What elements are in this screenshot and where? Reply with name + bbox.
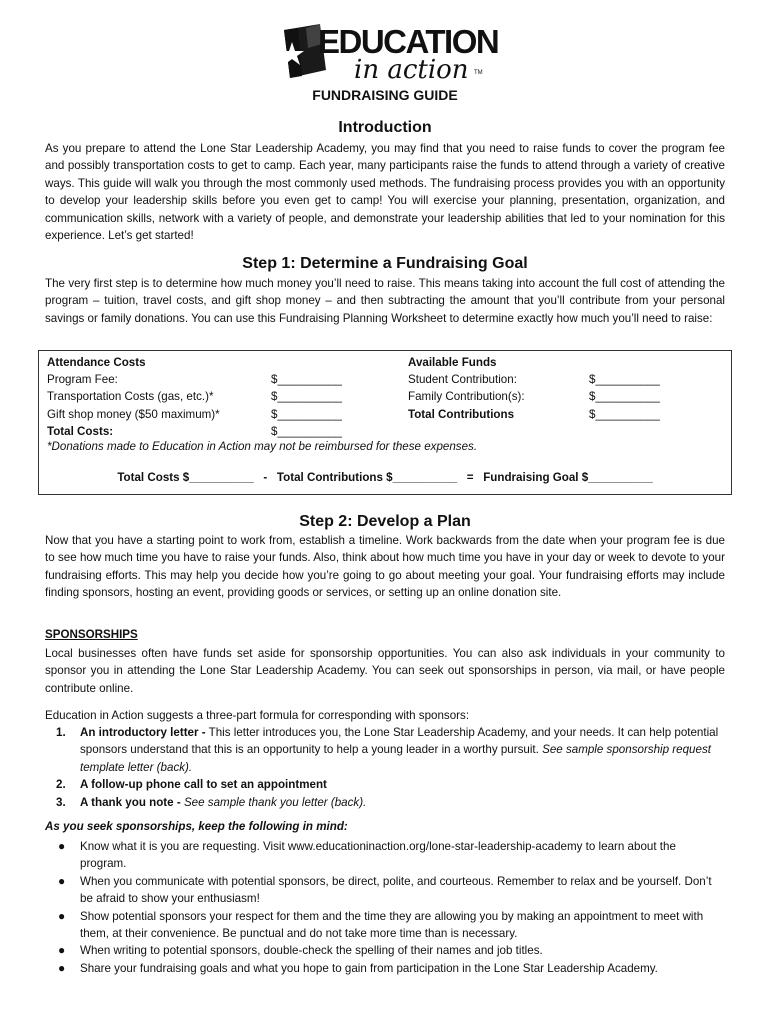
program-fee-label: Program Fee:	[47, 373, 118, 387]
tip-text: Know what it is you are requesting. Visit www.educationinaction.org/lone-star-leadership-academy to learn about the program.	[80, 840, 676, 871]
intro-paragraph: As you prepare to attend the Lone Star Leadership Academy, you may find that you need to raise funds to cover the program fee and possibly transportation costs to get to camp. Each year, many participants raise the funds to attend through a variety of creative ways. This guide will walk you through the most commonly used methods. The fundraising process provides you with an opportunity to develop your leadership skills before you even get to camp! You will exercise your planning, presentation, organization, and communication skills, network with a variety of people, and demonstrate your leadership abilities that led to your nomination for this experience. Let’s get started!	[45, 142, 725, 243]
fundraising-worksheet	[38, 350, 732, 495]
logo-wordmark: EDUCATION	[318, 23, 499, 60]
bullet-dot-icon: ●	[58, 908, 66, 923]
guide-title: FUNDRAISING GUIDE	[312, 87, 458, 103]
available-funds-labels	[408, 354, 525, 423]
list-number: 1.	[56, 726, 66, 739]
list-item-note: See sample thank you letter (back).	[183, 795, 367, 809]
family-contribution-blank[interactable]: $__________	[589, 390, 660, 404]
bullet-dot-icon: ●	[58, 960, 66, 975]
program-fee-blank[interactable]: $__________	[271, 373, 342, 387]
list-item	[45, 908, 725, 943]
family-contribution-label: Family Contribution(s):	[408, 390, 525, 404]
list-item-label: An introductory letter -	[80, 726, 206, 739]
gift-shop-blank[interactable]: $__________	[271, 407, 342, 421]
list-item-label: A follow-up phone call to set an appointment	[80, 778, 327, 792]
bullet-dot-icon: ●	[58, 873, 66, 888]
logo-trademark: TM	[474, 70, 483, 76]
total-contributions-blank[interactable]: $__________	[589, 407, 660, 421]
tip-text: When you communicate with potential sponsors, be direct, polite, and courteous. Remember to relax and be yourself. Don’t be afraid to show your enthusiasm!	[80, 874, 712, 906]
step2-heading: Step 2: Develop a Plan	[299, 513, 471, 530]
sponsor-formula-list	[45, 724, 725, 811]
fundraising-goal-formula[interactable]: Total Costs $__________ - Total Contributions $__________ = Fundraising Goal $__________	[117, 471, 653, 484]
available-funds-header: Available Funds	[408, 356, 497, 369]
transportation-costs-blank[interactable]: $__________	[271, 390, 342, 404]
list-number: 3.	[56, 795, 66, 809]
total-contributions-label: Total Contributions	[408, 407, 515, 421]
step1-paragraph: The very first step is to determine how much money you’ll need to raise. This means taking into account the full cost of attending the program – tuition, travel costs, and gift shop money – and then subtracting the amount that you’ll contribute from your personal savings or family donations. You can use this Fundraising Planning Worksheet to determine exactly how much you’ll need to raise:	[45, 277, 725, 325]
student-contribution-label: Student Contribution:	[408, 373, 517, 387]
list-item	[45, 776, 725, 793]
sponsorships-heading: SPONSORSHIPS	[45, 628, 138, 641]
student-contribution-blank[interactable]: $__________	[589, 373, 660, 387]
sponsorship-tips-list	[45, 838, 725, 977]
logo-script: in action	[354, 55, 469, 85]
list-item	[45, 873, 725, 908]
tip-text: When writing to potential sponsors, double-check the spelling of their names and job titles.	[80, 944, 543, 958]
seek-sponsorships-heading: As you seek sponsorships, keep the following in mind:	[45, 820, 348, 833]
list-item	[45, 942, 725, 959]
tip-text: Show potential sponsors your respect for them and the time they are allowing you by making an appointment to meet with them, at their convenience. Be punctual and do not take more time than is necessary.	[80, 909, 704, 941]
list-number: 2.	[56, 778, 66, 792]
list-item	[45, 838, 725, 873]
step1-heading: Step 1: Determine a Fundraising Goal	[242, 255, 528, 272]
transportation-costs-label: Transportation Costs (gas, etc.)*	[47, 390, 214, 404]
attendance-costs-blanks	[271, 354, 342, 440]
list-item	[45, 794, 725, 811]
education-in-action-logo	[276, 22, 499, 86]
list-item-text: This letter introduces you, the Lone Star Leadership Academy, and your needs. It can help potential sponsors understand that this is an opportunity to help a young leader in a worthy pursuit.	[80, 726, 719, 757]
three-part-formula-intro: Education in Action suggests a three-part formula for corresponding with sponsors:	[45, 709, 470, 722]
gift-shop-label: Gift shop money ($50 maximum)*	[47, 407, 220, 421]
bullet-dot-icon: ●	[58, 839, 66, 853]
list-item	[45, 960, 725, 977]
step2-paragraph: Now that you have a starting point to work from, establish a timeline. Work backwards from the date when your program fee is due to see how much time you have to raise your funds. Also, think about how much time you have in your day or week to devote to your fundraising efforts. This may help you decide how you’re going to go about meeting your goal. Your fundraising efforts may include finding sponsors, hosting an event, providing goods or services, or setting up an online donation site.	[45, 534, 725, 600]
intro-heading: Introduction	[338, 119, 432, 136]
list-item-label: A thank you note -	[80, 795, 181, 809]
tip-text: Share your fundraising goals and what you hope to gain from participation in the Lone Star Leadership Academy.	[80, 961, 658, 975]
attendance-costs-header: Attendance Costs	[47, 356, 146, 369]
list-item	[45, 724, 725, 776]
total-costs-label: Total Costs:	[47, 424, 114, 438]
bullet-dot-icon: ●	[58, 943, 66, 958]
list-item-note: See sample sponsorship request template letter (back).	[80, 743, 711, 774]
attendance-costs-labels	[47, 354, 220, 440]
total-costs-blank[interactable]: $__________	[271, 424, 342, 438]
available-funds-blanks	[589, 354, 660, 423]
sponsorships-paragraph: Local businesses often have funds set aside for sponsorship opportunities. You can also ask individuals in your community to sponsor you in attending the Lone Star Leadership Academy. You can seek out sponsorships in person, via mail, or have people contribute online.	[45, 647, 725, 695]
donations-note: *Donations made to Education in Action may not be reimbursed for these expenses.	[47, 440, 478, 453]
